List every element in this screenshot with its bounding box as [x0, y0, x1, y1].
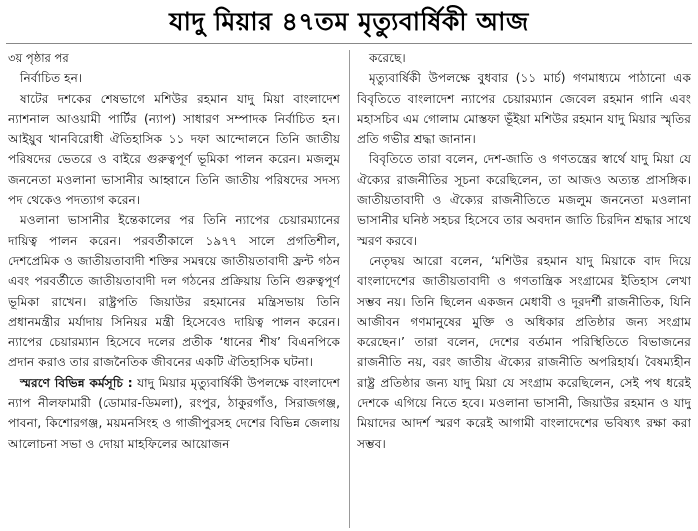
- headline-container: [0, 0, 698, 46]
- headline: যাদু মিয়ার ৪৭তম মৃত্যুবার্ষিকী আজ: [169, 6, 529, 36]
- left-column: [8, 48, 340, 531]
- program-label: স্মরণে বিভিন্ন কর্মসূচি :: [20, 375, 133, 390]
- right-column: [357, 48, 691, 531]
- paragraph: নির্বাচিত হন।: [20, 71, 83, 86]
- paragraph: ষাটের দশকের শেষভাগে মশিউর রহমান যাদু মিয়া বাংলাদেশ ন্যাশনাল আওয়ামী পার্টির (ন্যাপ) সাধারণ সম্পাদক নির্বাচিত হন। আইয়ুব খানবিরোধী ঐতিহাসিক ১১ দফা আন্দোলনে তিনি জাতীয় পরিষদের ভেতরে ও বাইরে গুরুত্বপূর্ণ ভূমিকা পালন করেন। মজলুম জননেতা মওলানা ভাসানীর আহ্বানে তিনি জাতীয় পরিষদের সদস্য পদ থেকেও পদত্যাগ করেন।: [8, 91, 340, 208]
- paragraph: মওলানা ভাসানীর ইন্তেকালের পর তিনি ন্যাপের চেয়ারম্যানের দায়িত্ব পালন করেন। পরবর্তীকালে ১৯৭৭ সালে প্রগতিশীল, দেশপ্রেমিক ও জাতীয়তাবাদী শক্তির সমন্বয়ে জাতীয়তাবাদী ফ্রন্ট গঠন এবং পরবর্তীতে জাতীয়তাবাদী দল গঠনের প্রক্রিয়ায় তিনি গুরুত্বপূর্ণ ভূমিকা রাখেন। রাষ্ট্রপতি জিয়াউর রহমানের মন্ত্রিসভায় তিনি প্রধানমন্ত্রীর মর্যাদায় সিনিয়র মন্ত্রী হিসেবেও দায়িত্ব পালন করেন। ন্যাপের চেয়ারম্যান হিসেবে দলের প্রতীক ‘ধানের শীষ’ বিএনপিকে প্রদান করাও তার রাজনৈতিক জীবনের একটি ঐতিহাসিক ঘটনা।: [8, 213, 340, 370]
- headline-rule: [6, 43, 692, 44]
- continued-from-line: ৩য় পৃষ্ঠার পর: [8, 51, 69, 65]
- paragraph: নেতৃদ্বয় আরো বলেন, ‘মশিউর রহমান যাদু মিয়াকে বাদ দিয়ে বাংলাদেশের জাতীয়তাবাদী ও গণতান্ত্রিক সংগ্রামের ইতিহাস লেখা সম্ভব নয়। তিনি ছিলেন একজন মেধাবী ও দূরদর্শী রাজনীতিক, যিনি আজীবন গণমানুষের মুক্তি ও অধিকার প্রতিষ্ঠার জন্য সংগ্রাম করেছেন।’ তারা বলেন, দেশের বর্তমান পরিস্থিতিতে বিভাজনের রাজনীতি নয়, বরং জাতীয় ঐক্যের রাজনীতি অপরিহার্য। বৈষম্যহীন রাষ্ট্র প্রতিষ্ঠার জন্য যাদু মিয়া যে সংগ্রাম করেছিলেন, সেই পথ ধরেই দেশকে এগিয়ে নিতে হবে। মওলানা ভাসানী, জিয়াউর রহমান ও যাদু মিয়াদের আদর্শ স্মরণ করেই আগামী বাংলাদেশের ভবিষ্যৎ রক্ষা করা সম্ভব।: [357, 253, 691, 451]
- paragraph: মৃত্যুবার্ষিকী উপলক্ষে বুধবার (১১ মার্চ) গণমাধ্যমে পাঠানো এক বিবৃতিতে বাংলাদেশ ন্যাপের চেয়ারম্যান জেবেল রহমান গানি এবং মহাসচিব এম গোলাম মোস্তফা ভূঁইয়া মশিউর রহমান যাদু মিয়ার স্মৃতির প্রতি গভীর শ্রদ্ধা জানান।: [357, 71, 691, 147]
- paragraph: করেছে।: [369, 51, 406, 65]
- column-divider: [349, 50, 350, 528]
- program-text: যাদু মিয়ার মৃত্যুবার্ষিকী উপলক্ষে বাংলাদেশ ন্যাপ নীলফামারী (ডোমার-ডিমলা), রংপুর, ঠাকুরগাঁও, সিরাজগঞ্জ, পাবনা, কিশোরগঞ্জ, ময়মনসিংহ ও গাজীপুরসহ দেশের বিভিন্ন জেলায় আলোচনা সভা ও দোয়া মাহফিলের আয়োজন: [8, 375, 340, 451]
- program-paragraph: [8, 373, 340, 454]
- paragraph: বিবৃতিতে তারা বলেন, দেশ-জাতি ও গণতন্ত্রের স্বার্থে যাদু মিয়া যে ঐক্যের রাজনীতির সূচনা করেছিলেন, তা আজও অত্যন্ত প্রাসঙ্গিক। জাতীয়তাবাদী ও ঐক্যের রাজনীতিতে মজলুম জননেতা মওলানা ভাসানীর ঘনিষ্ঠ সহচর হিসেবে তার অবদান জাতি চিরদিন শ্রদ্ধার সাথে স্মরণ করবে।: [357, 152, 691, 248]
